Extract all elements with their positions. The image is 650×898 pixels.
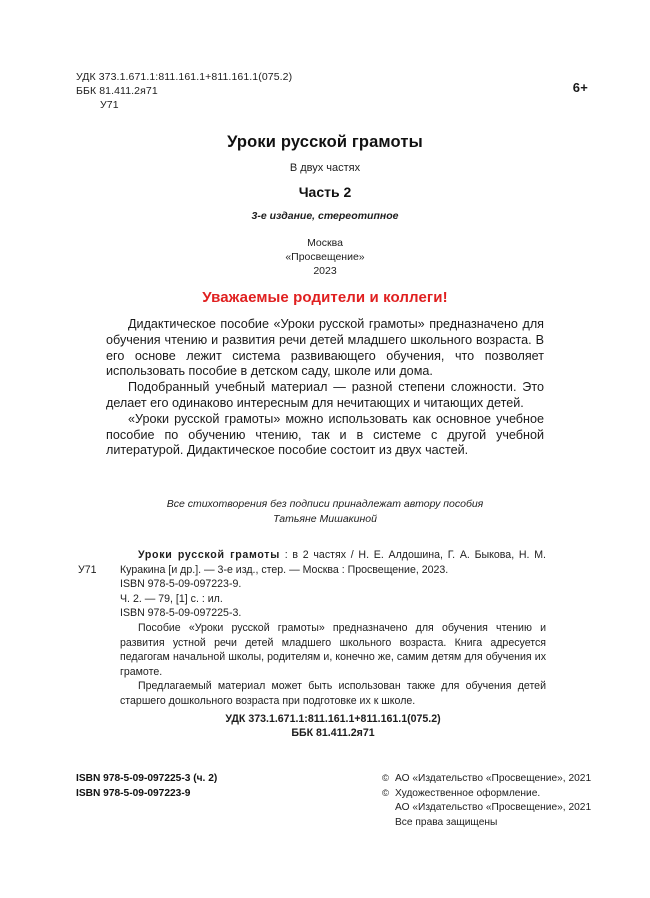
imprint-publisher: «Просвещение» <box>285 251 365 263</box>
biblio-main-entry <box>78 548 546 577</box>
attribution-line-1: Все стихотворения без подписи принадлежат автору пособия <box>166 498 484 510</box>
intro-paragraph-3: «Уроки русской грамоты» можно использовать как основное учебное пособие по обучению чтению, так и в системе с другой учебной литературой. Дидактическое пособие состоит из двух частей. <box>106 411 544 458</box>
biblio-shelf-code: У71 <box>78 563 97 576</box>
classification-codes <box>76 70 292 112</box>
address-heading: Уважаемые родители и коллеги! <box>202 289 448 306</box>
bbk-code: ББК 81.411.2я71 <box>76 85 158 97</box>
age-rating-badge: 6+ <box>572 80 588 95</box>
footer-isbn-part: ISBN 978-5-09-097225-3 (ч. 2) <box>76 773 218 784</box>
biblio-lead-title: Уроки русской грамоты <box>138 549 280 561</box>
introduction-body <box>106 317 544 459</box>
edition-statement: 3-е издание, стереотипное <box>251 210 399 222</box>
copyright-line-1: АО «Издательство «Просвещение», 2021 <box>395 773 592 784</box>
title-block <box>0 133 650 222</box>
bibliographic-record <box>78 548 546 741</box>
copyright-line-3: АО «Издательство «Просвещение», 2021 <box>395 802 592 813</box>
copyright-row-1 <box>382 772 600 787</box>
page-title: Уроки русской грамоты <box>227 133 423 151</box>
footer-isbn-group <box>76 772 217 801</box>
poem-attribution <box>0 497 650 526</box>
udk-code: УДК 373.1.671.1:811.161.1+811.161.1(075.2) <box>76 71 293 83</box>
intro-paragraph-1: Дидактическое пособие «Уроки русской грамоты» предназначено для обучения чтению и развития речи детей младшего школьного возраста. В его основе лежит система развивающего обучения, что позволяет использовать пособие в детском саду, школе или дома. <box>106 317 544 379</box>
parts-subtitle: В двух частях <box>289 162 361 174</box>
part-number: Часть 2 <box>298 184 352 200</box>
biblio-classification-codes <box>78 712 546 741</box>
copyright-line-4: Все права защищены <box>395 816 498 828</box>
shelf-code: У71 <box>100 99 119 111</box>
copyright-group <box>382 772 600 830</box>
footer-isbn-general: ISBN 978-5-09-097223-9 <box>76 787 191 799</box>
biblio-annotation-paragraph-1: Пособие «Уроки русской грамоты» предназначено для обучения чтению и развития устной речи детей младшего школьного возраста. Книга адресуется педагогам начальной школы, родителям и, конечно же, самим детям для обучения их грамоте. <box>120 621 546 678</box>
biblio-isbn-group <box>78 577 546 621</box>
copyright-row-2 <box>382 787 600 802</box>
imprint-city: Москва <box>307 237 343 249</box>
biblio-isbn-part: ISBN 978-5-09-097225-3. <box>120 607 242 620</box>
page-footer <box>76 772 600 830</box>
biblio-isbn-general: ISBN 978-5-09-097223-9. <box>120 578 242 591</box>
attribution-line-2: Татьяне Мишакиной <box>273 512 377 525</box>
imprint-block <box>0 236 650 278</box>
biblio-bbk-code: ББК 81.411.2я71 <box>291 727 375 740</box>
biblio-annotation-paragraph-2: Предлагаемый материал может быть использован также для обучения детей старшего дошкольного возраста при подготовке их к школе. <box>120 680 546 707</box>
biblio-udk-code: УДК 373.1.671.1:811.161.1+811.161.1(075.2) <box>225 712 441 725</box>
imprint-year: 2023 <box>313 265 337 277</box>
copyright-line-2: Художественное оформление. <box>395 787 541 799</box>
copyright-icon-secondary: © <box>382 787 389 799</box>
biblio-statement: : в 2 частях / Н. Е. Алдошина, Г. А. Быкова, Н. М. Куракина [и др.]. — 3-е изд., стер. — Москва : Просвещение, 2023. <box>120 549 546 576</box>
intro-paragraph-2: Подобранный учебный материал — разной степени сложности. Это делает его одинаково интересным для нечитающих и читающих детей. <box>106 380 544 410</box>
biblio-part-pages: Ч. 2. — 79, [1] с. : ил. <box>120 592 223 605</box>
biblio-annotation <box>78 621 546 709</box>
copyright-icon: © <box>382 773 389 784</box>
